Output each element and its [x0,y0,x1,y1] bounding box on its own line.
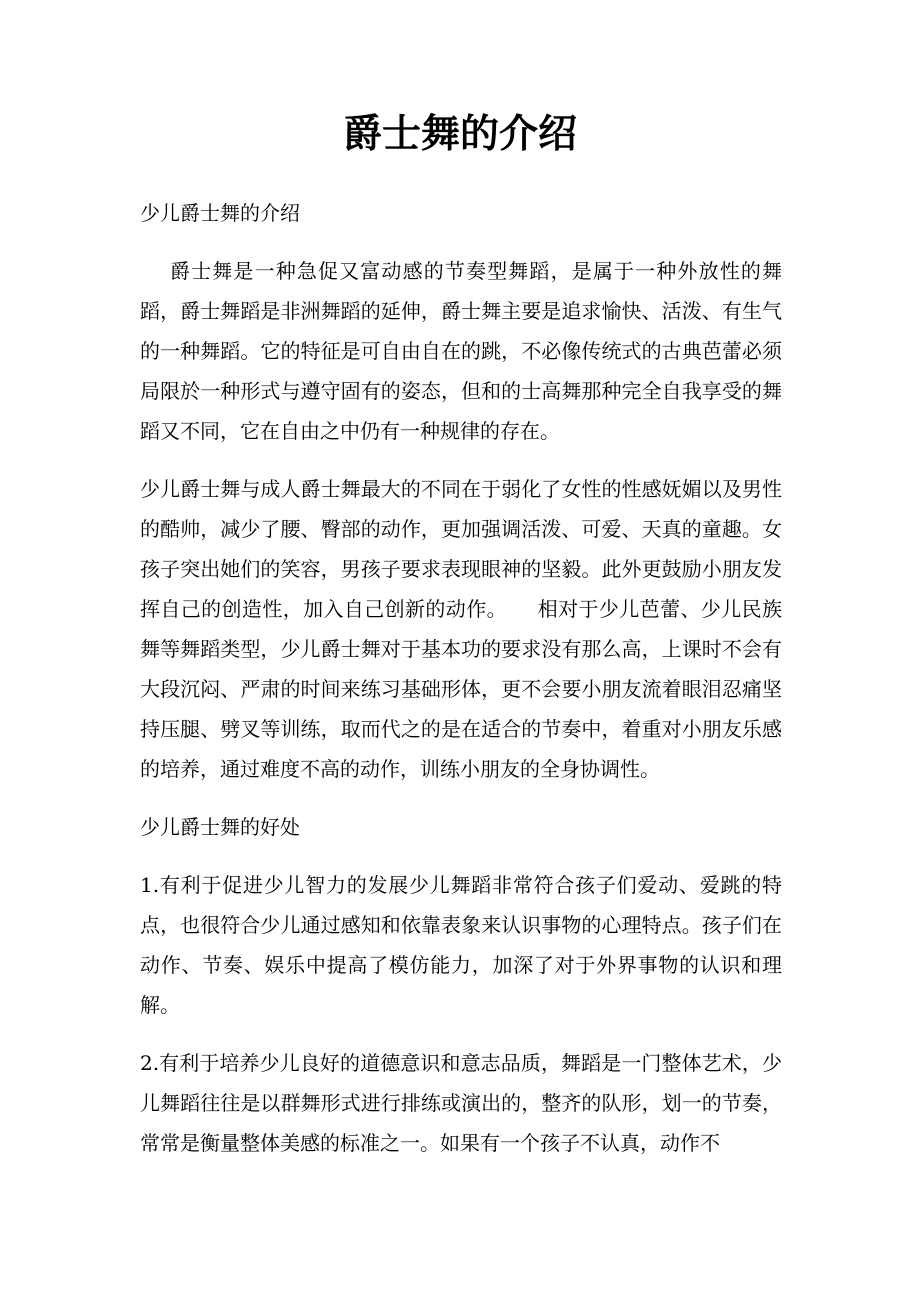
benefit-item-1: 1.有利于促进少儿智力的发展少儿舞蹈非常符合孩子们爱动、爱跳的特点，也很符合少儿通过感知和依靠表象来认识事物的心理特点。孩子们在动作、节奏、娱乐中提高了模仿能力，加深了对于外界事物的认识和理解。 [140,873,782,1017]
section-heading-benefits: 少儿爵士舞的好处 [140,815,300,839]
document-body [140,193,782,1181]
comparison-paragraph: 少儿爵士舞与成人爵士舞最大的不同在于弱化了女性的性感妩媚以及男性的酷帅，减少了腰、臀部的动作，更加强调活泼、可爱、天真的童趣。女孩子突出她们的笑容，男孩子要求表现眼神的坚毅。此外更鼓励小朋友发挥自己的创造性，加入自己创新的动作。 相对于少儿芭蕾、少儿民族舞等舞蹈类型，少儿爵士舞对于基本功的要求没有那么高，上课时不会有大段沉闷、严肃的时间来练习基础形体，更不会要小朋友流着眼泪忍痛坚持压腿、劈叉等训练，取而代之的是在适合的节奏中，着重对小朋友乐感的培养，通过难度不高的动作，训练小朋友的全身协调性。 [140,477,782,781]
document-title: 爵士舞的介绍 [342,111,577,157]
section-heading-intro: 少儿爵士舞的介绍 [140,201,300,225]
intro-paragraph: 爵士舞是一种急促又富动感的节奏型舞蹈，是属于一种外放性的舞蹈，爵士舞蹈是非洲舞蹈的延伸，爵士舞主要是追求愉快、活泼、有生气的一种舞蹈。它的特征是可自由自在的跳，不必像传统式的古典芭蕾必须局限於一种形式与遵守固有的姿态，但和的士高舞那种完全自我享受的舞蹈又不同，它在自由之中仍有一种规律的存在。 [140,259,782,443]
benefit-item-2: 2.有利于培养少儿良好的道德意识和意志品质，舞蹈是一门整体艺术，少儿舞蹈往往是以群舞形式进行排练或演出的，整齐的队形，划一的节奏，常常是衡量整体美感的标准之一。如果有一个孩子不认真，动作不 [140,1051,782,1155]
